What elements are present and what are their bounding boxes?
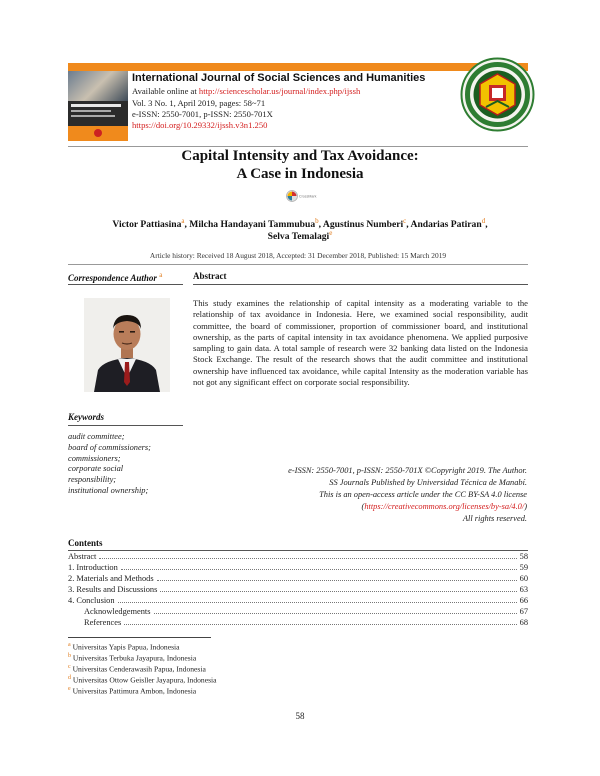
author-name: Andarias Patiran [410,219,482,231]
header-divider [68,146,528,147]
keywords-divider [68,425,183,426]
author-affil-mark: e [329,229,333,237]
journal-cover-thumbnail [68,71,128,141]
keyword-item: corporate social [68,464,124,474]
paper-title-line1: Capital Intensity and Tax Avoidance: [181,148,419,164]
toc-row-methods[interactable]: 2. Materials and Methods 60 [68,574,528,583]
abstract-divider [193,284,528,285]
toc-row-references[interactable]: References 68 [84,618,528,627]
authors-line1: Victor Pattiasina$^a$, Milcha Handayani Tammubua$^b$, Agustinus Numberi$^c$, Andarias Patiran$^d$, [112,217,488,231]
crossmark-icon[interactable] [286,189,317,203]
doi-link[interactable]: https://doi.org/10.29332/ijssh.v3n1.250 [132,120,268,130]
author-affil-mark: b [315,217,319,225]
affiliation-d: $^d$ Universitas Ottow Geisller Jayapura, Indonesia [68,675,217,685]
affiliation-b: $^b$ Universitas Terbuka Jayapura, Indonesia [68,653,197,663]
toc-row-introduction[interactable]: 1. Introduction 59 [68,563,528,572]
author-name: Agustinus Numberi [322,219,404,231]
copyright-line3: This is an open-access article under the CC BY-SA 4.0 license [319,490,527,499]
authors-line2 [70,229,530,242]
keyword-item: responsibility; [68,475,117,485]
keywords-label: Keywords [68,412,104,422]
page-number: 58 [295,711,305,721]
abstract-label: Abstract [193,271,227,281]
author-affil-mark: c [403,217,407,225]
copyright-line5: All rights reserved. [462,514,527,523]
keyword-item: audit committee; [68,432,125,441]
author-photo [84,298,170,392]
header-accent-bar [68,63,528,71]
abstract-text: This study examines the relationship of capital intensity as a moderating variable to the relationship of tax avoidance in Indonesia. Here, we examined social responsibility, audit committee, the board of commissioner, proportion of commissioner board, and institutional ownership, as the parts of capital intensity in tax avoidance phenomena. We applied purposive sampling to gain data. A total sample of research were 32 banking data listed on the Indonesia Stock Exchange. The result of the research shows that the audit committee and institutional ownership have influenced tax avoidance, while capital Intensity as the moderation variable has not got any significant effect on corporate social responsibility. [193,298,528,388]
toc-row-abstract[interactable]: Abstract 58 [68,552,528,561]
available-online: Available online at http://sciencescholar.us/journal/index.php/ijssh [132,86,361,96]
author-name: Victor Pattiasina [112,219,182,231]
paper-title-line2: A Case in Indonesia [236,166,364,182]
toc-row-results[interactable]: 3. Results and Discussions 63 [68,585,528,594]
license-link[interactable]: https://creativecommons.org/licenses/by-sa/4.0/ [364,502,525,511]
author-name: Milcha Handayani Tammubua [189,219,316,231]
keyword-item: board of commissioners; [68,442,151,452]
keyword-item: commissioners; [68,453,121,463]
journal-title: International Journal of Social Sciences and Humanities [132,72,426,84]
affiliation-c: $^c$ Universitas Cenderawasih Papua, Indonesia [68,664,206,674]
footnote-divider [68,637,211,638]
issn-info: e-ISSN: 2550-7001, p-ISSN: 2550-701X [132,109,273,119]
journal-url-link[interactable]: http://sciencescholar.us/journal/index.php/ijssh [198,86,361,96]
correspondence-divider [68,284,183,285]
toc-row-conclusion[interactable]: 4. Conclusion 66 [68,596,528,605]
copyright-line2: SS Journals Published by Universidad Técnica de Manabí. [329,478,527,487]
crossmark-label: CrossMark [299,194,317,199]
keyword-item: institutional ownership; [68,485,149,495]
history-divider [68,264,528,265]
article-history: Article history: Received 18 August 2018, Accepted: 31 December 2018, Published: 15 March 2019 [149,251,447,260]
contents-label: Contents [68,538,103,548]
keywords-list [68,432,188,497]
author-affil-mark: a [181,217,185,225]
license-link-line: (https://creativecommons.org/licenses/by-sa/4.0/) [361,502,527,511]
author-affil-mark: d [481,217,486,225]
affiliation-a: $^a$ Universitas Yapis Papua, Indonesia [68,642,180,652]
correspondence-author-label: Correspondence Author $^a$ [68,271,163,283]
volume-info: Vol. 3 No. 1, April 2019, pages: 58~71 [132,98,266,108]
author-name: Selva Temalagi [267,231,330,243]
university-seal-logo [460,57,535,132]
affiliation-e: $^e$ Universitas Pattimura Ambon, Indonesia [68,686,197,696]
copyright-line1: e-ISSN: 2550-7001, p-ISSN: 2550-701X ©Copyright 2019. The Author. [288,466,527,475]
toc-row-acknowledgements[interactable]: Acknowledgements 67 [84,607,528,616]
